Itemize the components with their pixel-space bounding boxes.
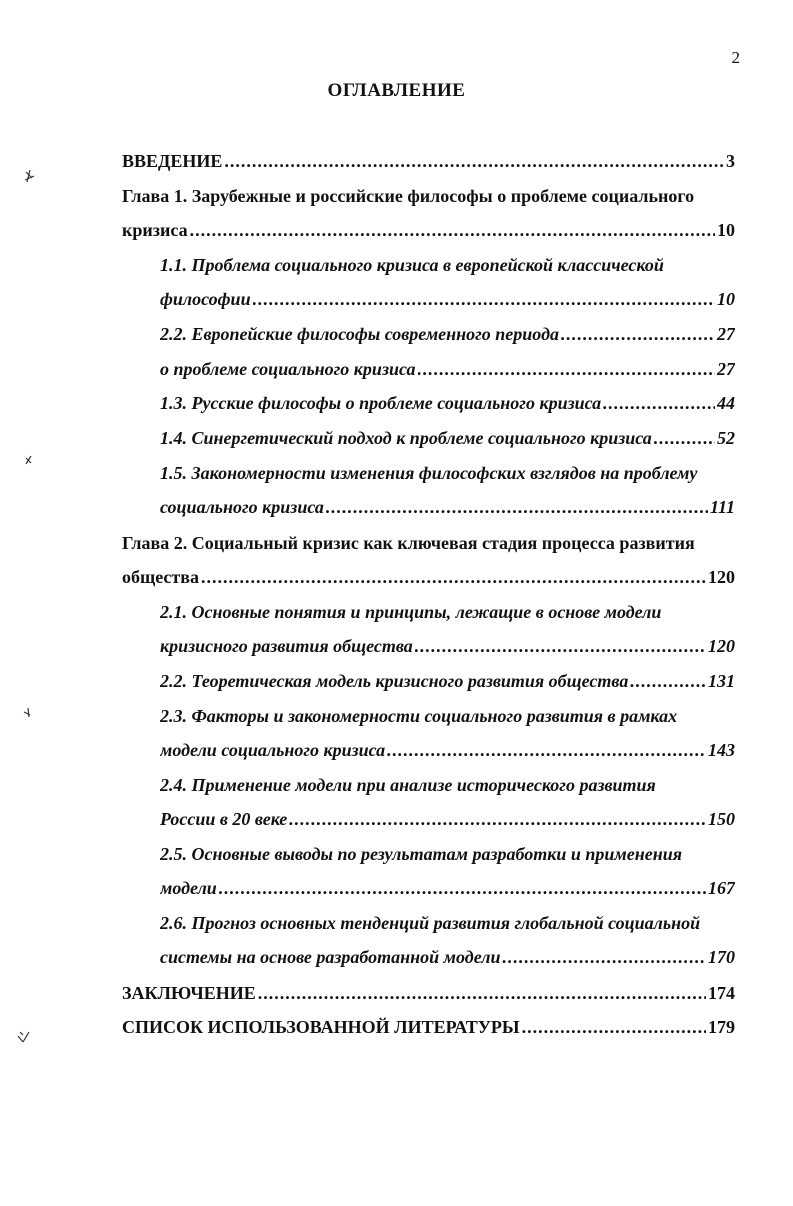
toc-entry-section-1-4[interactable]	[160, 425, 735, 451]
toc-entry-section-2-4[interactable]	[160, 772, 735, 798]
toc-entry-references[interactable]	[122, 1014, 735, 1040]
dot-leader	[289, 806, 706, 832]
toc-page-number: 143	[708, 740, 735, 760]
toc-entry-section-1-5-cont[interactable]	[160, 494, 735, 520]
scan-specks	[0, 0, 60, 1206]
toc-page-number: 131	[708, 671, 735, 691]
toc-entry-text: 1.4. Синергетический подход к проблеме социального кризиса	[160, 428, 652, 448]
toc-entry-section-1-5[interactable]	[160, 460, 735, 486]
toc-page-number: 52	[717, 428, 735, 448]
toc-entry-chapter-1-cont[interactable]	[122, 217, 735, 243]
speck-mark	[26, 456, 31, 464]
toc-entry-text: модели	[160, 878, 217, 898]
toc-entry-intro[interactable]	[122, 148, 735, 174]
toc-page-number: 10	[717, 289, 735, 309]
toc-page-number: 120	[708, 567, 735, 587]
toc-entry-text: 1.1. Проблема социального кризиса в европейской классической	[160, 255, 664, 275]
dot-leader	[258, 980, 706, 1006]
toc-entry-section-2-6-cont[interactable]	[160, 944, 735, 970]
toc-entry-section-2-1-cont[interactable]	[160, 633, 735, 659]
speck-mark	[18, 1032, 29, 1042]
dot-leader	[224, 148, 724, 174]
toc-entry-text: 2.5. Основные выводы по результатам разработки и применения	[160, 844, 682, 864]
toc-entry-section-2-2[interactable]	[160, 668, 735, 694]
dot-leader	[603, 390, 715, 416]
dot-leader	[522, 1014, 706, 1040]
toc-entry-text: Глава 1. Зарубежные и российские философы о проблеме социального	[122, 186, 695, 206]
toc-entry-section-2-5[interactable]	[160, 841, 735, 867]
toc-entry-section-1-1-cont[interactable]	[160, 286, 735, 312]
toc-entry-text: модели социального кризиса	[160, 740, 386, 760]
toc-entry-chapter-2[interactable]	[122, 530, 735, 556]
dot-leader	[418, 356, 716, 382]
dot-leader	[253, 286, 715, 312]
toc-entry-section-1-2-cont[interactable]	[160, 356, 735, 382]
speck-mark	[25, 170, 34, 182]
toc-entry-text: 2.6. Прогноз основных тенденций развития глобальной социальной	[160, 913, 701, 933]
toc-page-number: 174	[708, 983, 735, 1003]
toc-entry-text: 2.2. Теоретическая модель кризисного развития общества	[160, 671, 629, 691]
toc-entry-section-2-3[interactable]	[160, 703, 735, 729]
speck-mark	[24, 708, 30, 717]
toc-entry-text: 2.1. Основные понятия и принципы, лежащие в основе модели	[160, 602, 662, 622]
toc-entry-text: России в 20 веке	[160, 809, 288, 829]
toc-page-number: 167	[708, 878, 735, 898]
toc-page-number: 179	[708, 1017, 735, 1037]
toc-title: ОГЛАВЛЕНИЕ	[327, 80, 466, 101]
toc-entry-text: СПИСОК ИСПОЛЬЗОВАННОЙ ЛИТЕРАТУРЫ	[122, 1017, 520, 1037]
toc-entry-section-2-4-cont[interactable]	[160, 806, 735, 832]
toc-entry-section-2-6[interactable]	[160, 910, 735, 936]
toc-entry-text: 2.4. Применение модели при анализе исторического развития	[160, 775, 656, 795]
dot-leader	[190, 217, 715, 243]
toc-entry-text: о проблеме социального кризиса	[160, 359, 416, 379]
dot-leader	[415, 633, 706, 659]
toc-page-number: 27	[717, 324, 735, 344]
toc-page-number: 111	[709, 497, 735, 517]
dot-leader	[201, 564, 706, 590]
toc-entry-text: философии	[160, 289, 251, 309]
dot-leader	[326, 494, 708, 520]
toc-page-number: 27	[717, 359, 735, 379]
toc-entry-text: ЗАКЛЮЧЕНИЕ	[122, 983, 256, 1003]
toc-entry-conclusion[interactable]	[122, 980, 735, 1006]
toc-entry-chapter-2-cont[interactable]	[122, 564, 735, 590]
toc-entry-section-1-3[interactable]	[160, 390, 735, 416]
toc-page-number: 120	[708, 636, 735, 656]
toc-entry-text: Глава 2. Социальный кризис как ключевая стадия процесса развития	[122, 533, 695, 553]
toc-page-number: 3	[726, 151, 735, 171]
dot-leader	[387, 737, 706, 763]
toc-entry-text: ВВЕДЕНИЕ	[122, 151, 223, 171]
toc-entry-text: 2.3. Факторы и закономерности социального развития в рамках	[160, 706, 678, 726]
toc-entry-chapter-1[interactable]	[122, 183, 735, 209]
toc-page-number: 10	[717, 220, 735, 240]
page-number: 2	[731, 48, 740, 67]
toc-entry-text: кризисного развития общества	[160, 636, 413, 656]
toc-entry-text: общества	[122, 567, 199, 587]
toc-entry-text: системы на основе разработанной модели	[160, 947, 501, 967]
toc-entry-section-1-2[interactable]	[160, 321, 735, 347]
dot-leader	[654, 425, 715, 451]
toc-entry-text: 1.5. Закономерности изменения философских взглядов на проблему	[160, 463, 698, 483]
toc-page-number: 44	[717, 393, 735, 413]
toc-page-number: 150	[708, 809, 735, 829]
toc-entry-section-2-5-cont[interactable]	[160, 875, 735, 901]
dot-leader	[561, 321, 715, 347]
toc-page-number: 170	[708, 947, 735, 967]
dot-leader	[502, 944, 706, 970]
toc-entry-section-2-3-cont[interactable]	[160, 737, 735, 763]
toc-entry-text: социального кризиса	[160, 497, 324, 517]
toc-entry-text: 2.2. Европейские философы современного периода	[160, 324, 559, 344]
dot-leader	[630, 668, 706, 694]
toc-entry-section-2-1[interactable]	[160, 599, 735, 625]
toc-entry-section-1-1[interactable]	[160, 252, 735, 278]
toc-entry-text: 1.3. Русские философы о проблеме социального кризиса	[160, 393, 602, 413]
toc-entry-text: кризиса	[122, 220, 188, 240]
dot-leader	[219, 875, 706, 901]
